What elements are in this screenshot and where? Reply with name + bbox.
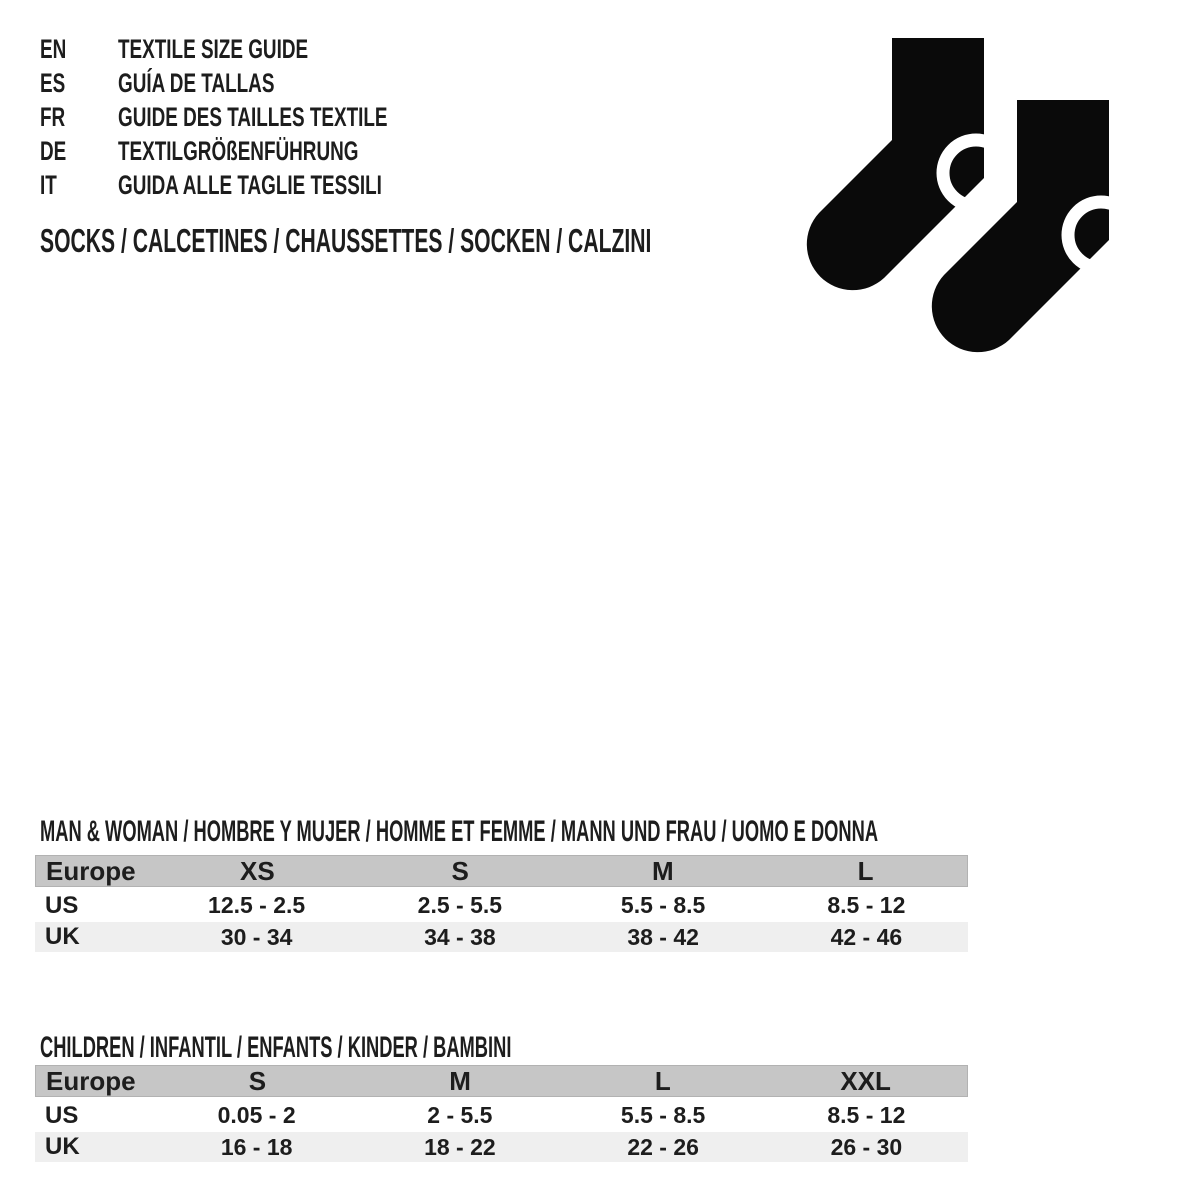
table-header-cell-size: XXL [840, 1066, 891, 1096]
size-cell: 26 - 30 [830, 1133, 903, 1160]
guide-title: GUIDA ALLE TAGLIE TESSILI [118, 170, 382, 200]
row-label: US [45, 891, 79, 919]
children-section-title [40, 1032, 813, 1064]
size-cell: 30 - 34 [220, 923, 293, 950]
size-cell: 18 - 22 [424, 1133, 496, 1160]
size-cell: 34 - 38 [424, 923, 496, 950]
row-label: US [45, 1101, 79, 1129]
size-cell: 42 - 46 [830, 923, 903, 950]
children-size-table [35, 1065, 968, 1162]
table-header-cell-size: S [248, 1066, 267, 1096]
man-woman-size-table [35, 855, 968, 952]
man-woman-section-title [40, 816, 1200, 848]
language-code: ES [40, 68, 66, 98]
children-section-title-text: CHILDREN / INFANTIL / ENFANTS / KINDER / BAMBINI [40, 1031, 512, 1064]
table-header-cell-region: Europe [46, 1066, 136, 1096]
guide-title: GUIDE DES TAILLES TEXTILE [118, 102, 388, 132]
language-code: FR [40, 102, 66, 132]
guide-title: TEXTILGRÖßENFÜHRUNG [118, 136, 359, 166]
row-label: UK [45, 923, 80, 950]
size-cell: 2.5 - 5.5 [417, 892, 503, 918]
language-row [40, 134, 740, 168]
language-row [40, 168, 740, 202]
table-header-cell-size: M [652, 856, 674, 886]
row-label: UK [45, 1133, 80, 1160]
language-code: IT [40, 170, 57, 200]
guide-title: TEXTILE SIZE GUIDE [118, 34, 309, 64]
size-cell: 38 - 42 [627, 923, 699, 950]
size-cell: 8.5 - 12 [827, 1102, 906, 1128]
size-cell: 8.5 - 12 [827, 892, 906, 918]
size-cell: 5.5 - 8.5 [620, 1102, 706, 1128]
language-row [40, 66, 740, 100]
category-line-text: SOCKS / CALCETINES / CHAUSSETTES / SOCKEN / CALZINI [40, 222, 652, 259]
guide-title: GUÍA DE TALLAS [118, 68, 275, 98]
language-code: EN [40, 34, 67, 64]
table-row-uk [35, 922, 968, 952]
table-header-row [35, 1065, 968, 1097]
size-cell: 5.5 - 8.5 [620, 892, 706, 918]
language-row [40, 32, 740, 66]
table-header-cell-size: XS [240, 856, 275, 886]
table-row-us [35, 1099, 968, 1132]
socks-icon [805, 20, 1115, 365]
language-title-list [40, 32, 740, 202]
table-row-us [35, 889, 968, 922]
size-cell: 16 - 18 [220, 1133, 293, 1160]
man-woman-section-title-text: MAN & WOMAN / HOMBRE Y MUJER / HOMME ET FEMME / MANN UND FRAU / UOMO E DONNA [40, 815, 879, 848]
size-cell: 12.5 - 2.5 [208, 892, 306, 918]
language-code: DE [40, 136, 67, 166]
table-header-cell-size: M [449, 1066, 471, 1096]
table-row-uk [35, 1132, 968, 1162]
table-header-cell-size: L [654, 1066, 671, 1096]
table-header-cell-region: Europe [46, 856, 136, 886]
size-cell: 2 - 5.5 [427, 1102, 493, 1128]
language-row [40, 100, 740, 134]
size-cell: 0.05 - 2 [217, 1102, 296, 1128]
table-header-cell-size: S [451, 856, 469, 886]
table-header-row [35, 855, 968, 887]
table-header-cell-size: L [857, 856, 874, 886]
size-cell: 22 - 26 [627, 1133, 699, 1160]
